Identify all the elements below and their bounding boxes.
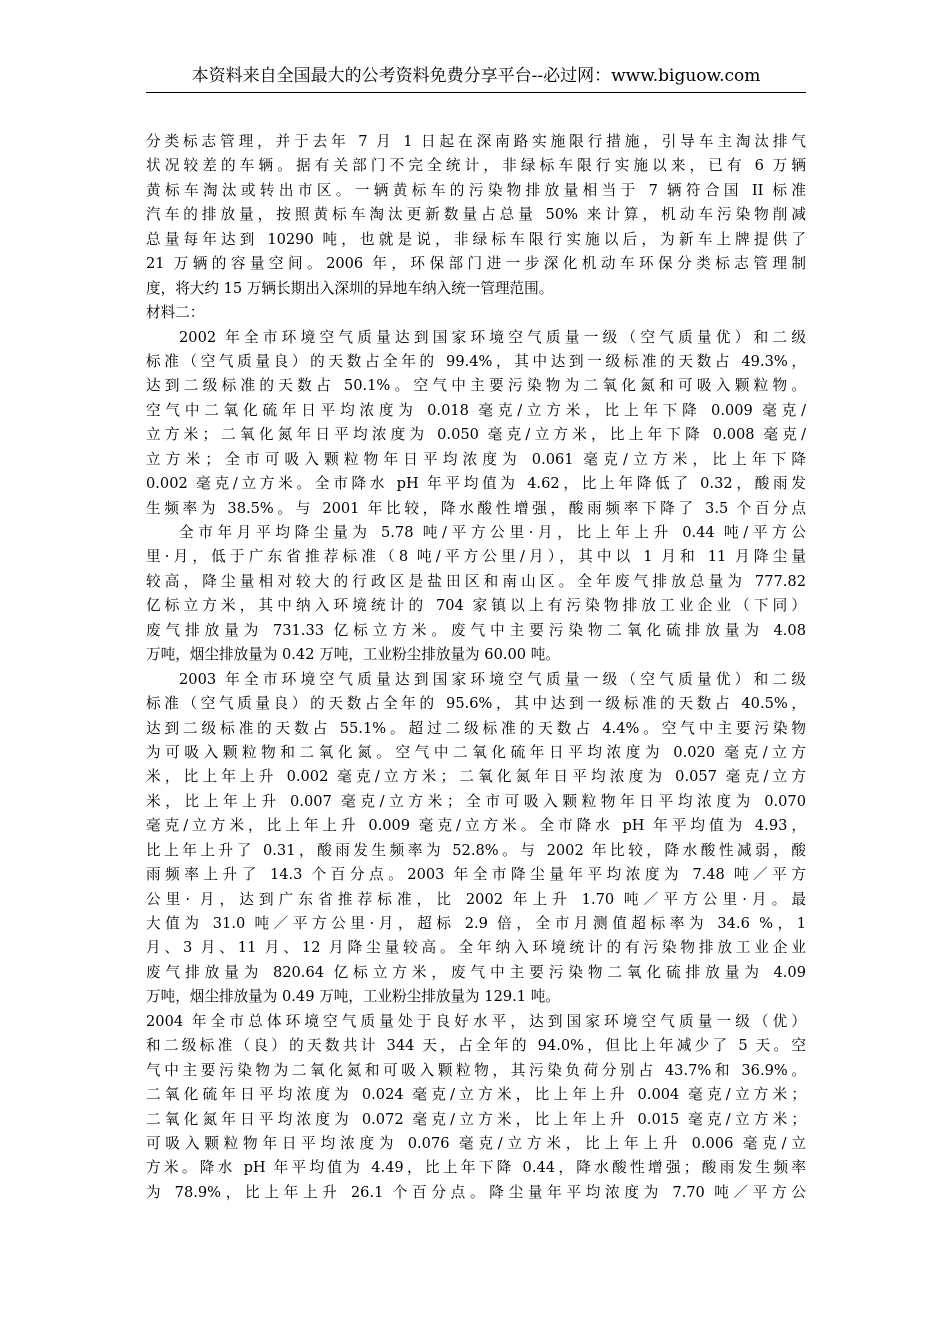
text-line: 可吸入颗粒物年日平均浓度为 0.076 毫克/立方米，比上年上升 0.006 毫克/立 — [146, 1134, 806, 1152]
text-line: 雨频率上升了 14.3 个百分点。2003 年全市降尘量年平均浓度为 7.48 吨／平方 — [146, 866, 806, 884]
text-line: 万吨，烟尘排放量为 0.49 万吨，工业粉尘排放量为 129.1 吨。 — [146, 988, 560, 1006]
text-line: 2004 年全市总体环境空气质量处于良好水平，达到国家环境空气质量一级（优） — [146, 1012, 806, 1030]
text-line: 比上年上升了 0.31，酸雨发生频率为 52.8%。与 2002 年比较，降水酸性减弱，酸 — [146, 841, 806, 859]
page-header: 本资料来自全国最大的公考资料免费分享平台--必过网：www.biguow.com — [191, 66, 761, 86]
text-line: 里·月，低于广东省推荐标准（8 吨/平方公里/月），其中以 1 月和 11 月降尘量 — [146, 548, 806, 566]
text-line: 二氧化氮年日平均浓度为 0.072 毫克/立方米，比上年上升 0.015 毫克/立方米； — [146, 1110, 806, 1128]
text-line: 立方米；二氧化氮年日平均浓度为 0.050 毫克/立方米，比上年下降 0.008 毫克/ — [146, 426, 806, 444]
text-line: 生频率为 38.5%。与 2001 年比较，降水酸性增强，酸雨频率下降了 3.5 个百分点 — [146, 499, 806, 517]
text-line: 毫克/立方米，比上年上升 0.009 毫克/立方米。全市降水 pH 年平均值为 4.93， — [146, 817, 806, 835]
text-line: 二氧化硫年日平均浓度为 0.024 毫克/立方米，比上年上升 0.004 毫克/立方米； — [146, 1086, 806, 1104]
text-line: 达到二级标准的天数占 55.1%。超过二级标准的天数占 4.4%。空气中主要污染物 — [146, 719, 806, 737]
text-line: 和二级标准（良）的天数共计 344 天，占全年的 94.0%，但比上年减少了 5 天。空 — [146, 1037, 806, 1055]
text-line: 2002 年全市环境空气质量达到国家环境空气质量一级（空气质量优）和二级 — [179, 328, 806, 346]
text-line: 废气排放量为 731.33 亿标立方米。废气中主要污染物二氧化硫排放量为 4.08 — [146, 621, 806, 639]
text-line: 空气中二氧化硫年日平均浓度为 0.018 毫克/立方米，比上年下降 0.009 毫克/ — [146, 401, 806, 419]
text-line: 米，比上年上升 0.002 毫克/立方米；二氧化氮年日平均浓度为 0.057 毫克/立方 — [146, 768, 806, 786]
text-line: 状况较差的车辆。据有关部门不完全统计，非绿标车限行实施以来，已有 6 万辆 — [146, 157, 806, 175]
text-line: 方米。降水 pH 年平均值为 4.49，比上年下降 0.44，降水酸性增强；酸雨发生频率 — [146, 1159, 806, 1177]
text-line: 废气排放量为 820.64 亿标立方米，废气中主要污染物二氧化硫排放量为 4.09 — [146, 963, 806, 981]
text-line: 为可吸入颗粒物和二氧化氮。空气中二氧化硫年日平均浓度为 0.020 毫克/立方 — [146, 743, 806, 761]
text-line: 气中主要污染物为二氧化氮和可吸入颗粒物，其污染负荷分别占 43.7%和 36.9%。 — [146, 1061, 806, 1079]
text-line: 标准（空气质量良）的天数占全年的 99.4%，其中达到一级标准的天数占 49.3%， — [146, 352, 806, 370]
text-line: 分类标志管理，并于去年 7 月 1 日起在深南路实施限行措施，引导车主淘汰排气 — [146, 133, 806, 150]
text-line: 21 万辆的容量空间。2006 年，环保部门进一步深化机动车环保分类标志管理制 — [146, 255, 806, 273]
text-line: 万吨，烟尘排放量为 0.42 万吨，工业粉尘排放量为 60.00 吨。 — [146, 646, 560, 664]
text-line: 为 78.9%，比上年上升 26.1 个百分点。降尘量年平均浓度为 7.70 吨／平方公 — [146, 1183, 806, 1201]
text-line: 公里· 月，达到广东省推荐标准，比 2002 年上升 1.70 吨／平方公里·月。最 — [146, 890, 806, 908]
text-line: 米，比上年上升 0.007 毫克/立方米；全市可吸入颗粒物年日平均浓度为 0.070 — [146, 792, 806, 810]
text-line: 大值为 31.0 吨／平方公里·月，超标 2.9 倍，全市月测值超标率为 34.6 %，1 — [146, 915, 806, 932]
text-line: 2003 年全市环境空气质量达到国家环境空气质量一级（空气质量优）和二级 — [179, 670, 806, 688]
text-line: 亿标立方米，其中纳入环境统计的 704 家镇以上有污染物排放工业企业（下同） — [146, 597, 806, 615]
text-line: 汽车的排放量，按照黄标车淘汰更新数量占总量 50% 来计算，机动车污染物削减 — [146, 206, 806, 224]
text-line: 黄标车淘汰或转出市区。一辆黄标车的污染物排放量相当于 7 辆符合国 II 标准 — [146, 181, 806, 199]
text-line: 材料二： — [146, 304, 205, 322]
text-line: 度，将大约 15 万辆长期出入深圳的异地车纳入统一管理范围。 — [146, 279, 554, 297]
text-line: 0.002 毫克/立方米。全市降水 pH 年平均值为 4.62，比上年降低了 0.32，酸雨发 — [146, 475, 806, 493]
text-line: 立方米；全市可吸入颗粒物年日平均浓度为 0.061 毫克/立方米，比上年下降 — [146, 450, 806, 468]
text-line: 月、3 月、11 月、12 月降尘量较高。全年纳入环境统计的有污染物排放工业企业 — [146, 939, 806, 957]
text-line: 全市年月平均降尘量为 5.78 吨/平方公里·月，比上年上升 0.44 吨/平方公 — [179, 524, 806, 541]
text-line: 较高，降尘量相对较大的行政区是盐田区和南山区。全年废气排放总量为 777.82 — [146, 572, 806, 590]
text-line: 总量每年达到 10290 吨，也就是说，非绿标车限行实施以后，为新车上牌提供了 — [146, 230, 806, 248]
document-body — [146, 130, 806, 1205]
text-line: 达到二级标准的天数占 50.1%。空气中主要污染物为二氧化氮和可吸入颗粒物。 — [146, 377, 806, 395]
text-line: 标准（空气质量良）的天数占全年的 95.6%，其中达到一级标准的天数占 40.5%， — [146, 695, 806, 713]
header-divider — [146, 92, 806, 93]
